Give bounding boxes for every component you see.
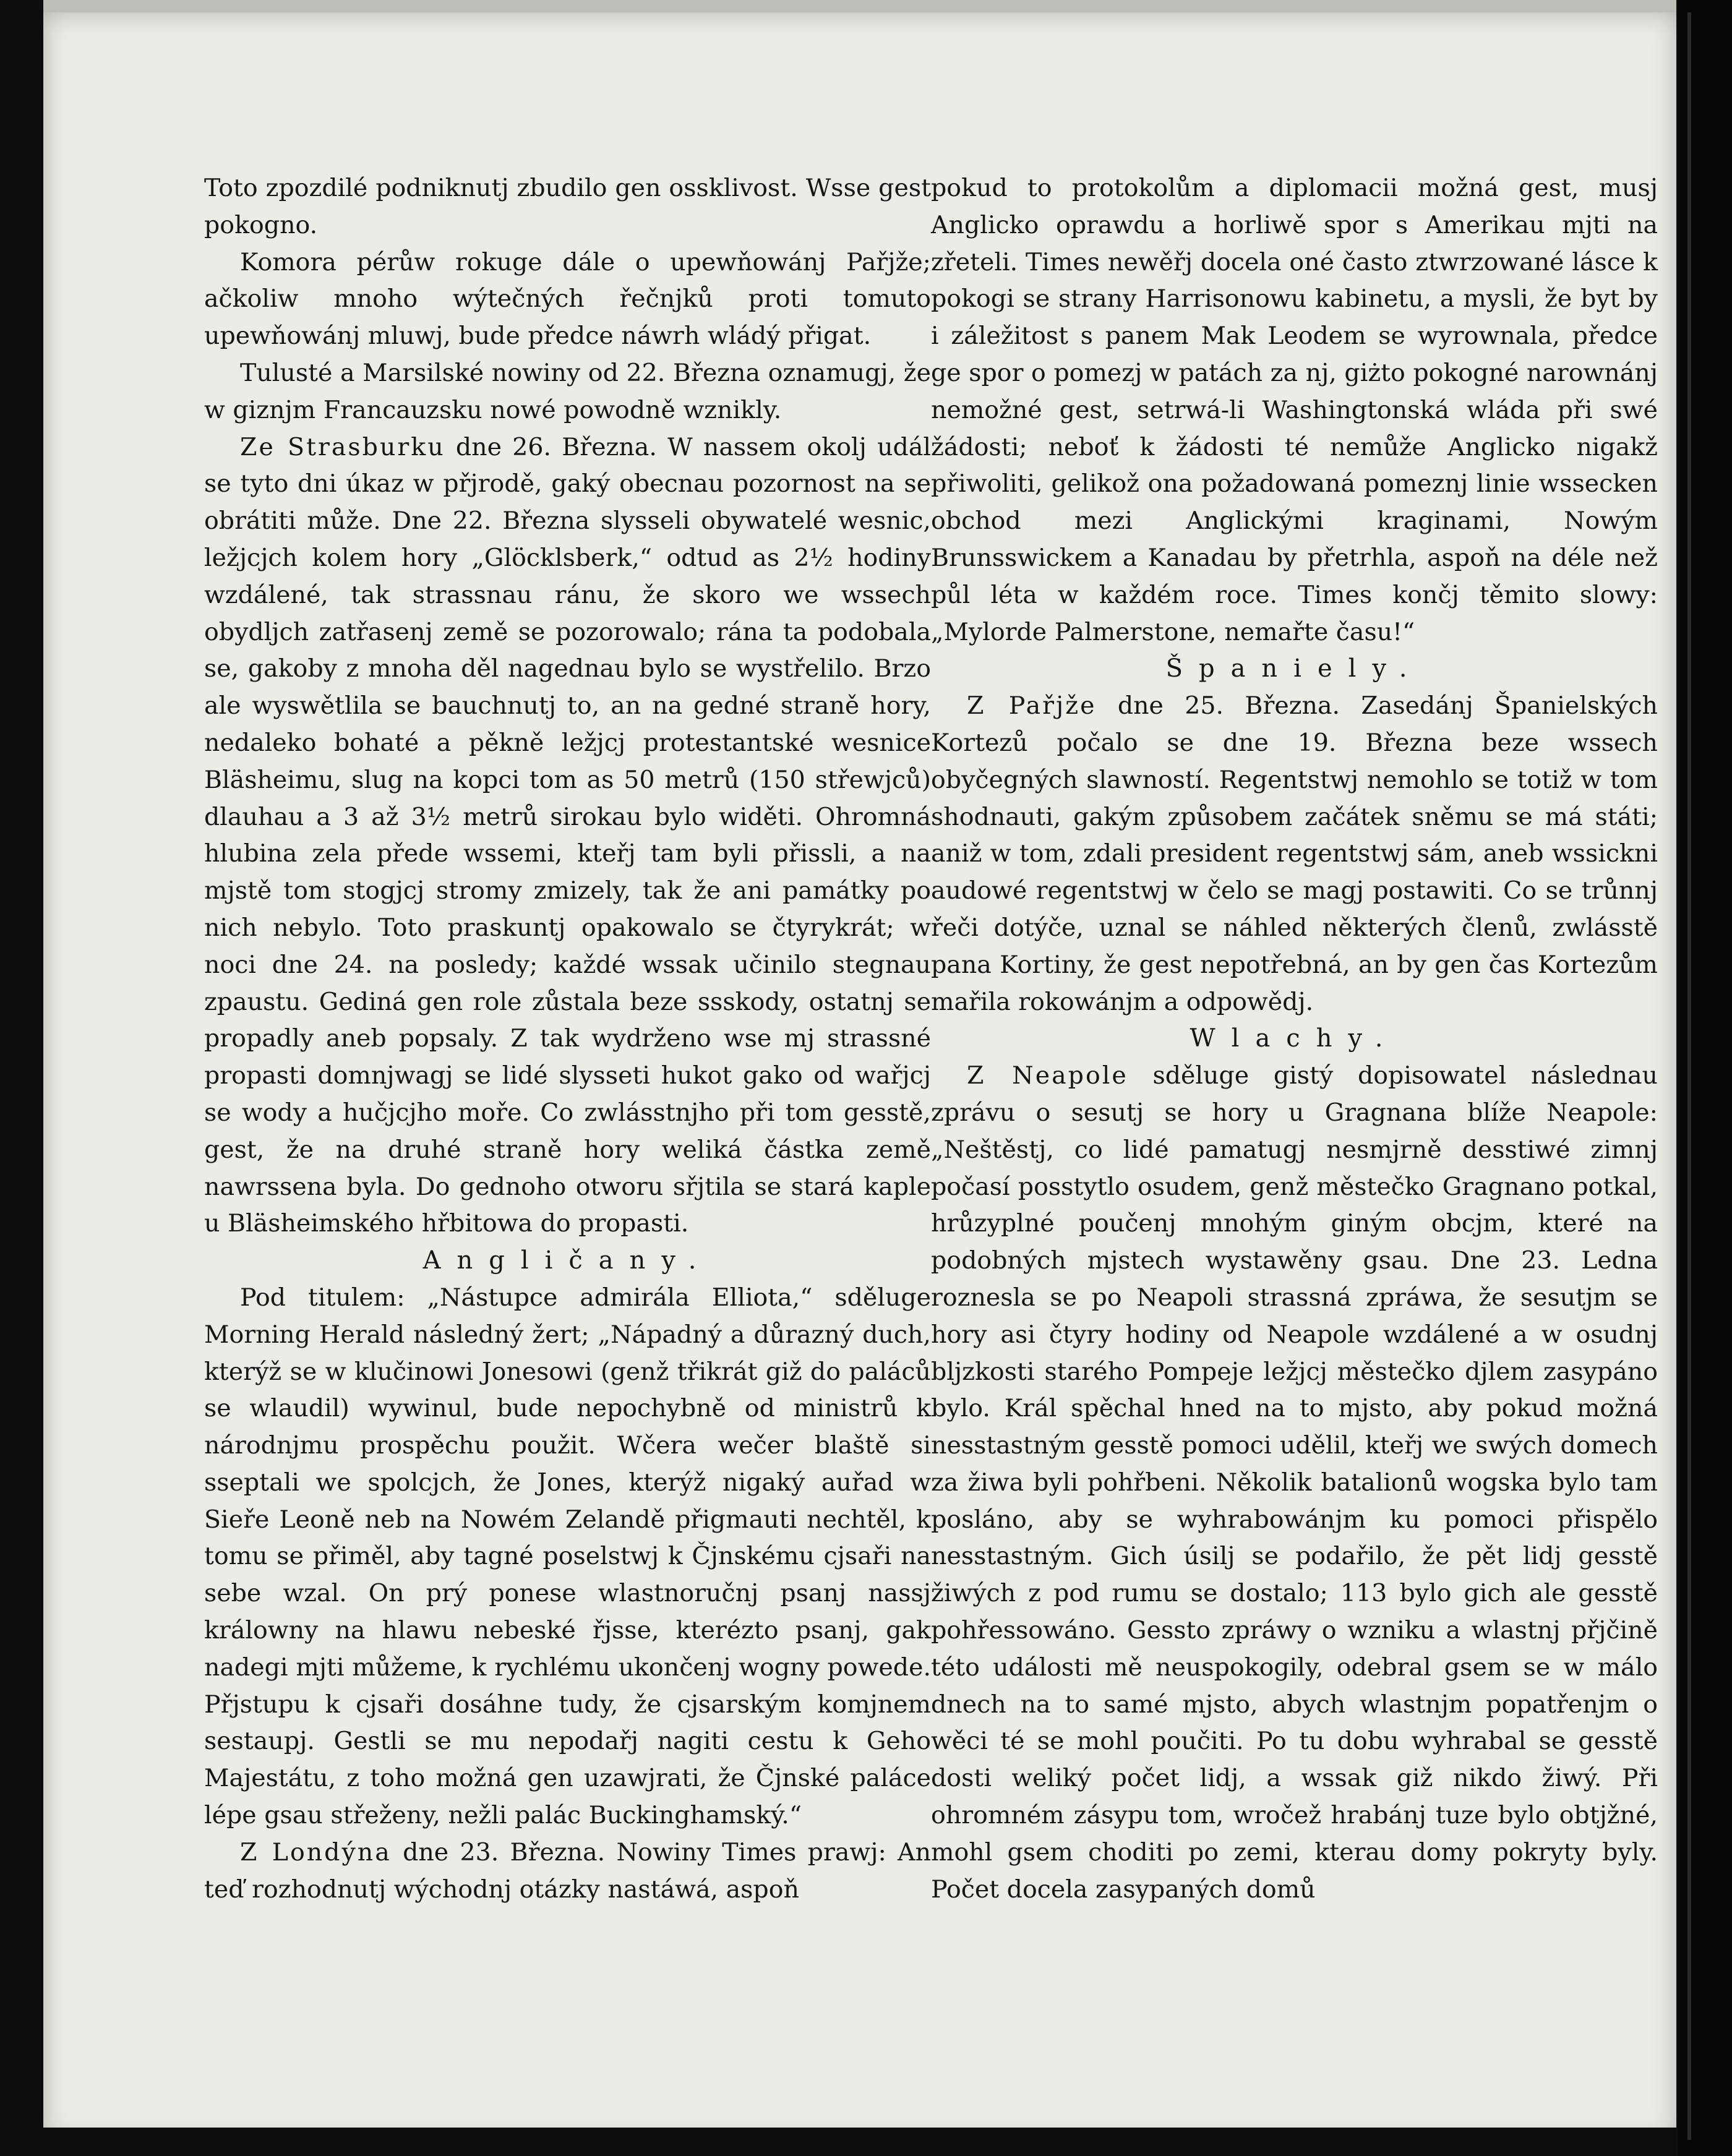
- paragraph: [204, 429, 931, 1243]
- dateline: Z Londýna: [240, 1837, 392, 1867]
- scan-dark-margin-right: [1678, 0, 1732, 2156]
- paragraph: [204, 1834, 931, 1909]
- dateline: Ze Strasburku: [240, 432, 445, 461]
- right-column: [931, 170, 1658, 1908]
- section-heading: Angličany.: [422, 1246, 713, 1275]
- paragraph-body: dne 25. Března. Zasedánj Španielských Kortezů počalo se dne 19. Března beze wssech obyčegných slawností. Regentstwj nemohlo se totiž w tom shodnauti, gakým způsobem začátek sněmu se má státi; aniž w tom, zdali president regentstwj sám, aneb wssickni audowé regentstwj w čelo se magj postawiti. Co se trůnnj řeči dotýče, uznal se náhled některých členů, zwlásstě pana Kortiny, že gest nepotřebná, an by gen čas Kortezům mařila rokowánjm a odpowědj.: [931, 691, 1658, 1016]
- paragraph: pokud to protokolům a diplomacii možná gest, musj Anglicko oprawdu a horliwě spor s Amerikau mjti na zřeteli. Times newěřj docela oné často ztwrzowané lásce k pokogi se strany Harrisonowu kabinetu, a mysli, že byt by i záležitost s panem Mak Leodem se wyrownala, předce ge spor o pomezj w patách za nj, giżto pokogné narownánj nemožné gest, setrwá-li Washingtonská wláda při swé žádosti; neboť k žádosti té nemůže Anglicko nigakž přiwoliti, gelikož ona požadowaná pomeznj linie wssecken obchod mezi Anglickými kraginami, Nowým Brunsswickem a Kanadau by přetrhla, aspoň na déle než půl léta w každém roce. Times končj těmito slowy: „Mylorde Palmerstone, nemařte času!“: [931, 174, 1658, 646]
- paragraph-body: dne 23. Března. Nowiny Times prawj: An teď rozhodnutj wýchodnj otázky nastáwá, aspoň: [204, 1837, 932, 1904]
- paragraph: Toto zpozdilé podniknutj zbudilo gen ossklivost. Wsse gest pokogno.: [204, 174, 931, 239]
- scan-bottom-edge: [43, 2128, 1676, 2156]
- paragraph-body: sděluge gistý dopisowatel následnau zprávu o sesutj se hory u Gragnana blíže Neapole: „Neštěstj, co lidé pamatugj nesmjrně desstiwé zimnj počasí posstytlo osudem, genž městečko Gragnano potkal, hrůzyplné poučenj mnohým giným obcjm, které na podobných mjstech wystawěny gsau. Dne 23. Ledna roznesla se po Neapoli strassná zpráwa, že sesutjm se hory asi čtyry hodiny od Neapole wzdálené a w osudnj bljzkosti starého Pompeje ležjcj městečko djlem zasypáno bylo. Král spěchal hned na to mjsto, aby pokud možná nesstastným gesstě pomoci udělil, kteřj we swých domech za žiwa byli pohřbeni. Několik batalionů wogska bylo tam posláno, aby se wyhrabowánjm ku pomoci přispělo nesstastným. Gich úsilj se podařilo, že pět lidj gesstě žiwých z pod rumu se dostalo; 113 bylo gich ale gesstě pohřessowáno. Gessto zpráwy o wzniku a wlastnj přjčině této události mě neuspokogily, odebral gsem se w málo dnech na to samé mjsto, abych wlastnjm popatřenjm o wěci té se mohl poučiti. Po tu dobu wyhrabal se gesstě dosti weliký počet lidj, a wssak giž nikdo žiwý. Při ohromném zásypu tom, wročež hrabánj tuze bylo obtjžné, mohl gsem choditi po zemi, kterau domy pokryty byly. Počet docela zasypaných domů: [931, 1061, 1658, 1904]
- paragraph: Komora pérůw rokuge dále o upewňowánj Pařjže; ačkoliw mnoho wýtečných řečnjků proti tomuto upewňowánj mluwj, bude předce náwrh wládý přigat.: [204, 247, 931, 351]
- dateline: Z Pařjže: [967, 691, 1097, 721]
- paragraph: Tulusté a Marsilské nowiny od 22. Března oznamugj, že w giznjm Francauzsku nowé powodně wznikly.: [204, 358, 931, 424]
- scan-binding-line: [1687, 12, 1691, 2140]
- paragraph-body: dne 26. Března. W nassem okolj udál se tyto dni úkaz w přjrodě, gaký obecnau pozornost na se obrátiti může. Dne 22. Března slysseli obywatelé wesnic, ležjcjch kolem hory „Glöcklsberk,“ odtud as 2½ hodiny wzdálené, tak strassnau ránu, že skoro we wssech obydljch zatřasenj země se pozorowalo; rána ta podobala se, gakoby z mnoha děl nagednau bylo se wystřelilo. Brzo ale wyswětlila se bauchnutj to, an na gedné straně hory, nedaleko bohaté a pěkně ležjcj protestantské wesnice Bläsheimu, slug na kopci tom as 50 metrů (150 střewjců) dlauhau a 3 až 3½ metrů sirokau bylo widěti. Ohromná hlubina zela přede wssemi, kteřj tam byli přissli, a na mjstě tom stogjcj stromy zmizely, tak že ani památky po nich nebylo. Toto praskuntj opakowalo se čtyrykrát; w noci dne 24. na posledy; každé wssak učinilo stegnau zpaustu. Gediná gen role zůstala beze ssskody, ostatnj se propadly aneb popsaly. Z tak wydrženo wse mj strassné propasti domnjwagj se lidé slysseti hukot gako od wařjcj se wody a hučjcjho moře. Co zwlásstnjho při tom gesstě, gest, že na druhé straně hory weliká částka země nawrssena byla. Do gednoho otworu sřjtila se stará kaple u Bläsheimského hřbitowa do propasti.: [204, 432, 932, 1238]
- section-heading: Španiely.: [1165, 654, 1423, 683]
- section-heading: Wlachy.: [1190, 1024, 1399, 1053]
- dateline: Z Neapole: [967, 1061, 1128, 1090]
- scan-top-edge: [43, 0, 1676, 14]
- left-column: [204, 170, 931, 1908]
- paragraph: Pod titulem: „Nástupce admirála Elliota,“ sděluge Morning Herald následný žert; „Nápadný a důrazný duch, kterýž se w klučinowi Jonesowi (genž třikrát giž do paláců se wlaudil) wywinul, bude nepochybně od ministrů k národnjmu prospěchu použit. Wčera wečer blaště si sseptali we spolcjch, že Jones, kterýž nigaký auřad w Sieře Leoně neb na Nowém Zelandě přigmauti nechtěl, k tomu se přiměl, aby tagné poselstwj k Čjnskému cjsaři na sebe wzal. On prý ponese wlastnoručnj psanj nassj králowny na hlawu nebeské řjsse, kterézto psanj, gak nadegi mjti můžeme, k rychlému ukončenj wogny powede. Přjstupu k cjsaři dosáhne tudy, že cjsarským komjnem sestaupj. Gestli se mu nepodařj nagiti cestu k Geho Majestátu, z toho možná gen uzawjrati, že Čjnské paláce lépe gsau střeženy, nežli palác Buckinghamský.“: [204, 1283, 931, 1830]
- paragraph: [931, 688, 1658, 1020]
- scan-dark-margin-left: [0, 0, 43, 2156]
- paragraph: [931, 1058, 1658, 1908]
